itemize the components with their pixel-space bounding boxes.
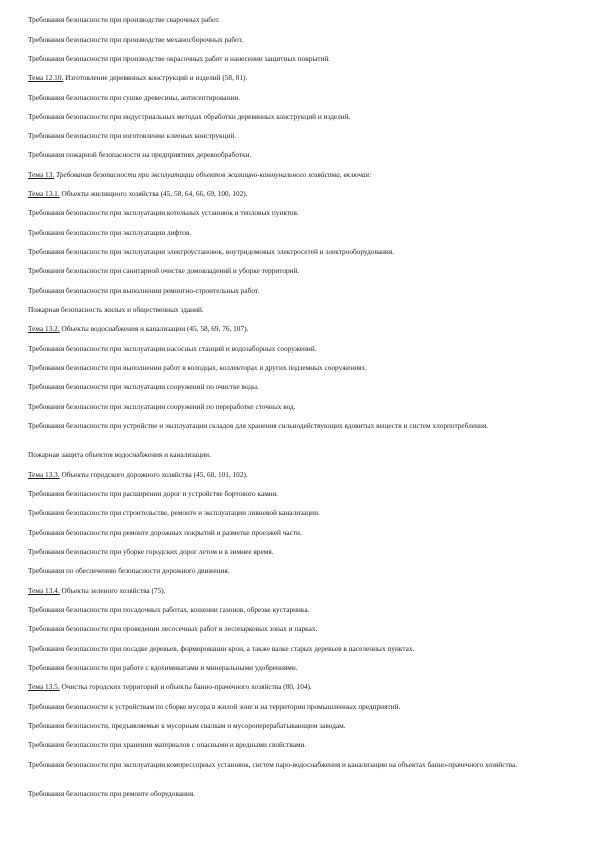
text-line: Требования безопасности при производстве сварочных работ. — [28, 15, 220, 24]
text-line: Требования безопасности при посадке деревьев, формировании крон, а также валке старых деревьев в населенных пунктах. — [28, 644, 415, 653]
topic-link[interactable]: Тема 12.10. — [28, 73, 64, 82]
text-line: Требования по обеспечению безопасности дорожного движения. — [28, 566, 230, 575]
text-line: Требования безопасности к устройствам по сборке мусора в жилой зоне и на территории промышленных предприятий. — [28, 702, 401, 711]
topic-heading: Тема 12.10. Изготовление деревянных конструкций и изделий (58, 81). — [28, 73, 248, 82]
text-line: Требования безопасности при эксплуатации компрессорных установок, систем паро-водоснабжения и канализации на объектах банно-прачечного хозяйства. — [28, 760, 518, 769]
text-line: Требования безопасности при производстве окрасочных работ и нанесении защитных покрытий. — [28, 54, 331, 63]
topic-link[interactable]: Тема 13. — [28, 170, 55, 179]
text-line: Требования безопасности, предъявляемые к мусорным свалкам и мусороперерабатывающим заводам. — [28, 721, 346, 730]
text-line: Требования безопасности при эксплуатации котельных установок и тепловых пунктов. — [28, 208, 299, 217]
text-line: Требования безопасности при строительстве, ремонте и эксплуатации ливневой канализации. — [28, 508, 320, 517]
text-line: Требования безопасности при эксплуатации сооружений по переработке сточных вод. — [28, 402, 296, 411]
text-line: Требования безопасности при изготовлении клееных конструкций. — [28, 131, 237, 140]
text-line: Требования безопасности при хранении материалов с опасными и вредными свойствами. — [28, 740, 307, 749]
text-line: Требования безопасности при эксплуатации насосных станций и водозаборных сооружений. — [28, 344, 317, 353]
text-line: Требования безопасности при ремонте дорожных покрытий и разметке проезжей части. — [28, 528, 302, 537]
topic-link[interactable]: Тема 13.2. — [28, 324, 60, 333]
text-line: Требования безопасности при работе с ядохимикатами и минеральными удобрениями. — [28, 663, 298, 672]
text-line: Требования пожарной безопасности на предприятиях деревообработки. — [28, 150, 252, 159]
text-line: Требования безопасности при уборке городских дорог летом и в зимнее время. — [28, 547, 274, 556]
text-line: Требования безопасности при ремонте оборудования. — [28, 789, 195, 798]
topic-heading: Тема 13.5. Очистка городских территорий и объекты банно-прачечного хозяйства (80, 104). — [28, 682, 312, 691]
topic-link[interactable]: Тема 13.3. — [28, 470, 60, 479]
text-line: Пожарная защита объектов водоснабжения и канализации. — [28, 450, 211, 459]
text-line: Требования безопасности при расширении дорог и устройстве бортового камня. — [28, 489, 278, 498]
text-line: Требования безопасности при выполнении работ в колодцах, коллекторах и других подземных сооружениях. — [28, 363, 367, 372]
text-line: Требования безопасности при сушке древесины, антисептировании. — [28, 93, 241, 102]
text-line: Требования безопасности при проведении лесосечных работ в лесопарковых зонах и парках. — [28, 624, 318, 633]
text-line: Требования безопасности при эксплуатации электроустановок, внутридомовых электросетей и электрооборудования. — [28, 247, 395, 256]
text-line: Требования безопасности при эксплуатации сооружений по очистке воды. — [28, 382, 259, 391]
topic-heading: Тема 13. Требования безопасности при эксплуатации объектов жилищно-коммунального хозяйства, включая: — [28, 170, 372, 179]
text-line: Требования безопасности при посадочных работах, кошении газонов, обрезке кустарника. — [28, 605, 310, 614]
topic-link[interactable]: Тема 13.5. — [28, 682, 60, 691]
text-line: Требования безопасности при устройстве и эксплуатации складов для хранения сильнодействующих ядовитых веществ и систем хлорпотребления. — [28, 421, 489, 430]
topic-heading: Тема 13.4. Объекты зеленого хозяйства (75). — [28, 586, 166, 595]
text-line: Требования безопасности при эксплуатации лифтов. — [28, 228, 192, 237]
text-line: Пожарная безопасность жилых и общественных зданий. — [28, 305, 204, 314]
topic-heading: Тема 13.3. Объекты городского дорожного хозяйства (45, 60, 101, 102). — [28, 470, 248, 479]
topic-link[interactable]: Тема 13.1. — [28, 189, 60, 198]
topic-link[interactable]: Тема 13.4. — [28, 586, 60, 595]
topic-heading: Тема 13.1. Объекты жилищного хозяйства (45, 58, 64, 66, 69, 100, 102). — [28, 189, 248, 198]
text-line: Требования безопасности при производстве механосборочных работ. — [28, 35, 244, 44]
text-line: Требования безопасности при санитарной очистке домовладений и уборке территорий. — [28, 266, 300, 275]
text-line: Требования безопасности при индустриальных методах обработки деревянных конструкций и изделий. — [28, 112, 351, 121]
text-line: Требования безопасности при выполнении ремонтно-строительных работ. — [28, 286, 260, 295]
topic-heading: Тема 13.2. Объекты водоснабжения и канализации (45, 58, 69, 76, 107). — [28, 324, 249, 333]
